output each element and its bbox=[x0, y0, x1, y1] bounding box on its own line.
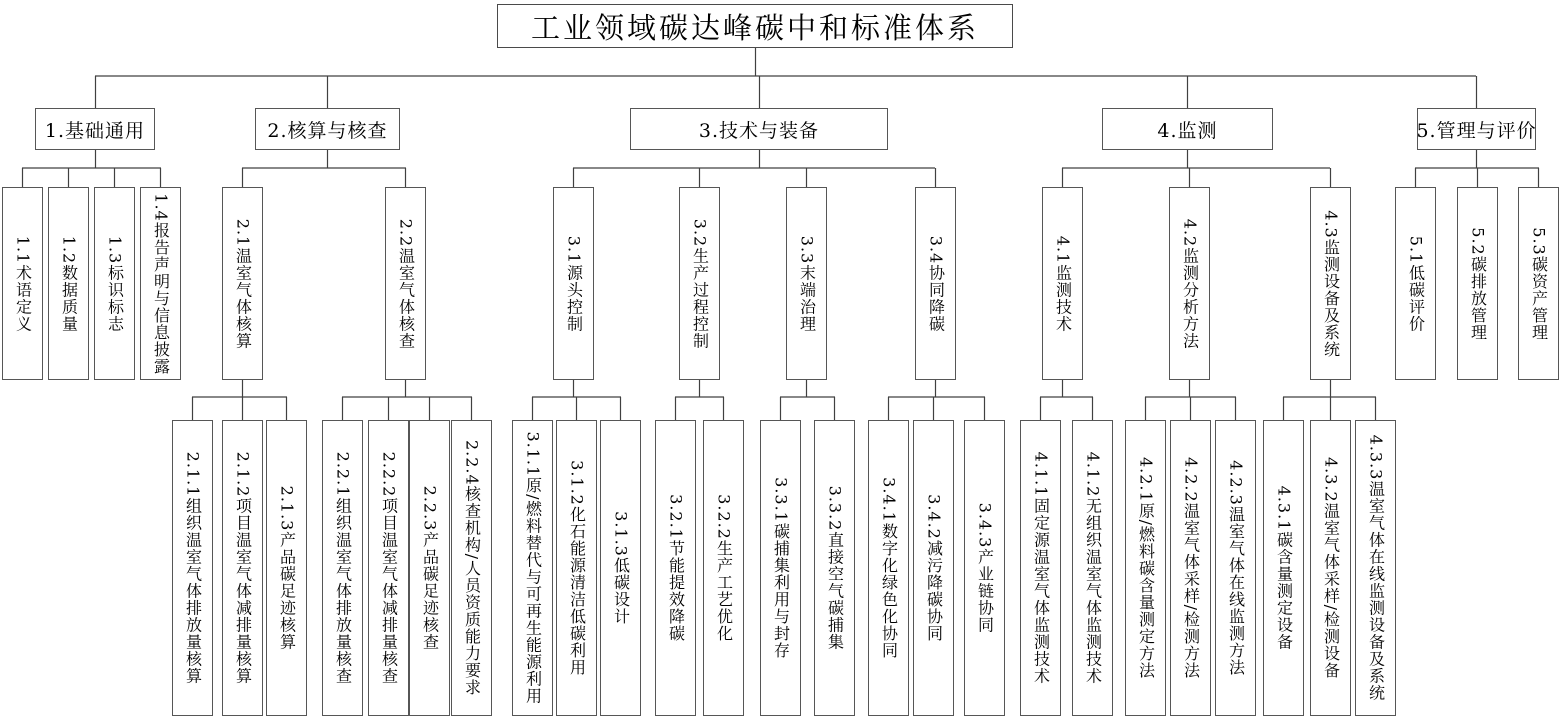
node-label: 4.1监测技术 bbox=[1053, 235, 1073, 332]
node-4-1 bbox=[1042, 187, 1083, 380]
node-3-1-2 bbox=[556, 420, 597, 716]
node-label: 5.3碳资产管理 bbox=[1529, 226, 1549, 341]
node-label: 2.2.4核查机构/人员资质能力要求 bbox=[462, 439, 482, 697]
node-3-2 bbox=[679, 187, 720, 380]
node-5-1 bbox=[1395, 187, 1436, 380]
node-1-1 bbox=[2, 187, 43, 380]
category-2-accounting-verification bbox=[255, 108, 400, 150]
node-label: 2.1.3产品碳足迹核算 bbox=[277, 485, 297, 651]
node-3-1-3 bbox=[600, 420, 641, 716]
node-4-2-1 bbox=[1125, 420, 1166, 716]
node-4-3-1 bbox=[1263, 420, 1304, 716]
node-label: 1.1术语定义 bbox=[13, 235, 33, 332]
node-2-1-1 bbox=[172, 420, 213, 716]
node-label: 3.1.2化石能源清洁低碳利用 bbox=[567, 460, 587, 676]
node-4-2-3 bbox=[1215, 420, 1256, 716]
node-4-2-2 bbox=[1170, 420, 1211, 716]
node-3-4-3 bbox=[964, 420, 1005, 716]
node-4-3-2 bbox=[1310, 420, 1351, 716]
node-label: 4.2监测分析方法 bbox=[1180, 218, 1200, 349]
node-3-2-2 bbox=[703, 420, 744, 716]
node-label: 4.2.2温室气体采样/检测方法 bbox=[1181, 456, 1201, 680]
node-label: 4.1.2无组织温室气体监测技术 bbox=[1083, 451, 1103, 685]
category-3-technology-equipment bbox=[630, 108, 888, 150]
node-1-2 bbox=[48, 187, 89, 380]
node-4-1-1 bbox=[1020, 420, 1061, 716]
node-5-3 bbox=[1518, 187, 1559, 380]
chart-title bbox=[497, 4, 1013, 48]
node-label: 3.1.3低碳设计 bbox=[611, 511, 631, 625]
node-label: 3.2.1节能提效降碳 bbox=[666, 494, 686, 642]
node-label: 4.1.1固定源温室气体监测技术 bbox=[1031, 451, 1051, 685]
node-2-2-3 bbox=[409, 420, 450, 716]
node-2-2-2 bbox=[368, 420, 409, 716]
node-3-1 bbox=[553, 187, 594, 380]
node-label: 4.2.1原/燃料碳含量测定方法 bbox=[1136, 456, 1156, 680]
node-label: 3.4.1数字化绿色化协同 bbox=[879, 477, 899, 659]
node-label: 3.1.1原/燃料替代与可再生能源利用 bbox=[523, 431, 543, 705]
node-label: 3.2生产过程控制 bbox=[690, 218, 710, 349]
category-label: 2.核算与核查 bbox=[267, 119, 388, 142]
node-4-1-2 bbox=[1072, 420, 1113, 716]
node-3-2-1 bbox=[655, 420, 696, 716]
category-label: 1.基础通用 bbox=[44, 119, 146, 142]
node-label: 2.1.1组织温室气体排放量核算 bbox=[183, 451, 203, 685]
node-label: 4.3.3温室气体在线监测设备及系统 bbox=[1366, 434, 1386, 702]
node-3-3-1 bbox=[760, 420, 801, 716]
node-label: 5.1低碳评价 bbox=[1406, 235, 1426, 332]
category-5-management-evaluation bbox=[1417, 108, 1536, 150]
node-label: 2.2.2项目温室气体减排量核查 bbox=[379, 451, 399, 685]
node-label: 1.4报告声明与信息披露 bbox=[151, 192, 171, 375]
category-4-monitoring bbox=[1102, 108, 1273, 150]
node-4-2 bbox=[1169, 187, 1210, 380]
node-2-1-3 bbox=[266, 420, 307, 716]
node-label: 4.2.3温室气体在线监测方法 bbox=[1226, 460, 1246, 676]
node-label: 4.3.2温室气体采样/检测设备 bbox=[1321, 456, 1341, 680]
category-label: 3.技术与装备 bbox=[698, 119, 820, 142]
node-label: 3.4协同降碳 bbox=[926, 235, 946, 332]
node-label: 3.2.2生产工艺优化 bbox=[714, 494, 734, 642]
node-label: 2.1温室气体核算 bbox=[233, 218, 253, 349]
node-label: 1.3标识标志 bbox=[105, 235, 125, 332]
node-label: 3.3末端治理 bbox=[797, 235, 817, 332]
node-3-1-1 bbox=[512, 420, 553, 716]
category-1-basics bbox=[35, 108, 155, 150]
node-1-4 bbox=[140, 187, 181, 380]
chart-title-text: 工业领域碳达峰碳中和标准体系 bbox=[530, 10, 979, 45]
category-label: 5.管理与评价 bbox=[1416, 119, 1537, 142]
node-label: 3.4.3产业链协同 bbox=[975, 502, 995, 634]
node-3-4-2 bbox=[913, 420, 954, 716]
node-2-2-4 bbox=[451, 420, 492, 716]
node-2-2 bbox=[385, 187, 426, 380]
node-label: 4.3.1碳含量测定设备 bbox=[1274, 485, 1294, 651]
node-label: 3.1源头控制 bbox=[564, 235, 584, 332]
node-1-3 bbox=[94, 187, 135, 380]
node-label: 3.3.1碳捕集利用与封存 bbox=[771, 477, 791, 659]
node-label: 2.2.1组织温室气体排放量核查 bbox=[333, 451, 353, 685]
node-label: 4.3监测设备及系统 bbox=[1321, 209, 1341, 358]
node-2-2-1 bbox=[322, 420, 363, 716]
node-label: 2.2.3产品碳足迹核查 bbox=[420, 485, 440, 651]
node-label: 3.4.2减污降碳协同 bbox=[924, 494, 944, 642]
node-4-3-3 bbox=[1355, 420, 1396, 716]
node-2-1 bbox=[222, 187, 263, 380]
node-label: 3.3.2直接空气碳捕集 bbox=[825, 485, 845, 651]
node-3-3-2 bbox=[814, 420, 855, 716]
node-3-4-1 bbox=[868, 420, 909, 716]
node-5-2 bbox=[1457, 187, 1498, 380]
node-2-1-2 bbox=[222, 420, 263, 716]
node-3-4 bbox=[915, 187, 956, 380]
node-label: 2.1.2项目温室气体减排量核算 bbox=[233, 451, 253, 685]
node-label: 2.2温室气体核查 bbox=[396, 218, 416, 349]
category-label: 4.监测 bbox=[1157, 119, 1218, 142]
node-3-3 bbox=[786, 187, 827, 380]
node-label: 1.2数据质量 bbox=[59, 235, 79, 332]
node-label: 5.2碳排放管理 bbox=[1468, 226, 1488, 341]
node-4-3 bbox=[1310, 187, 1351, 380]
